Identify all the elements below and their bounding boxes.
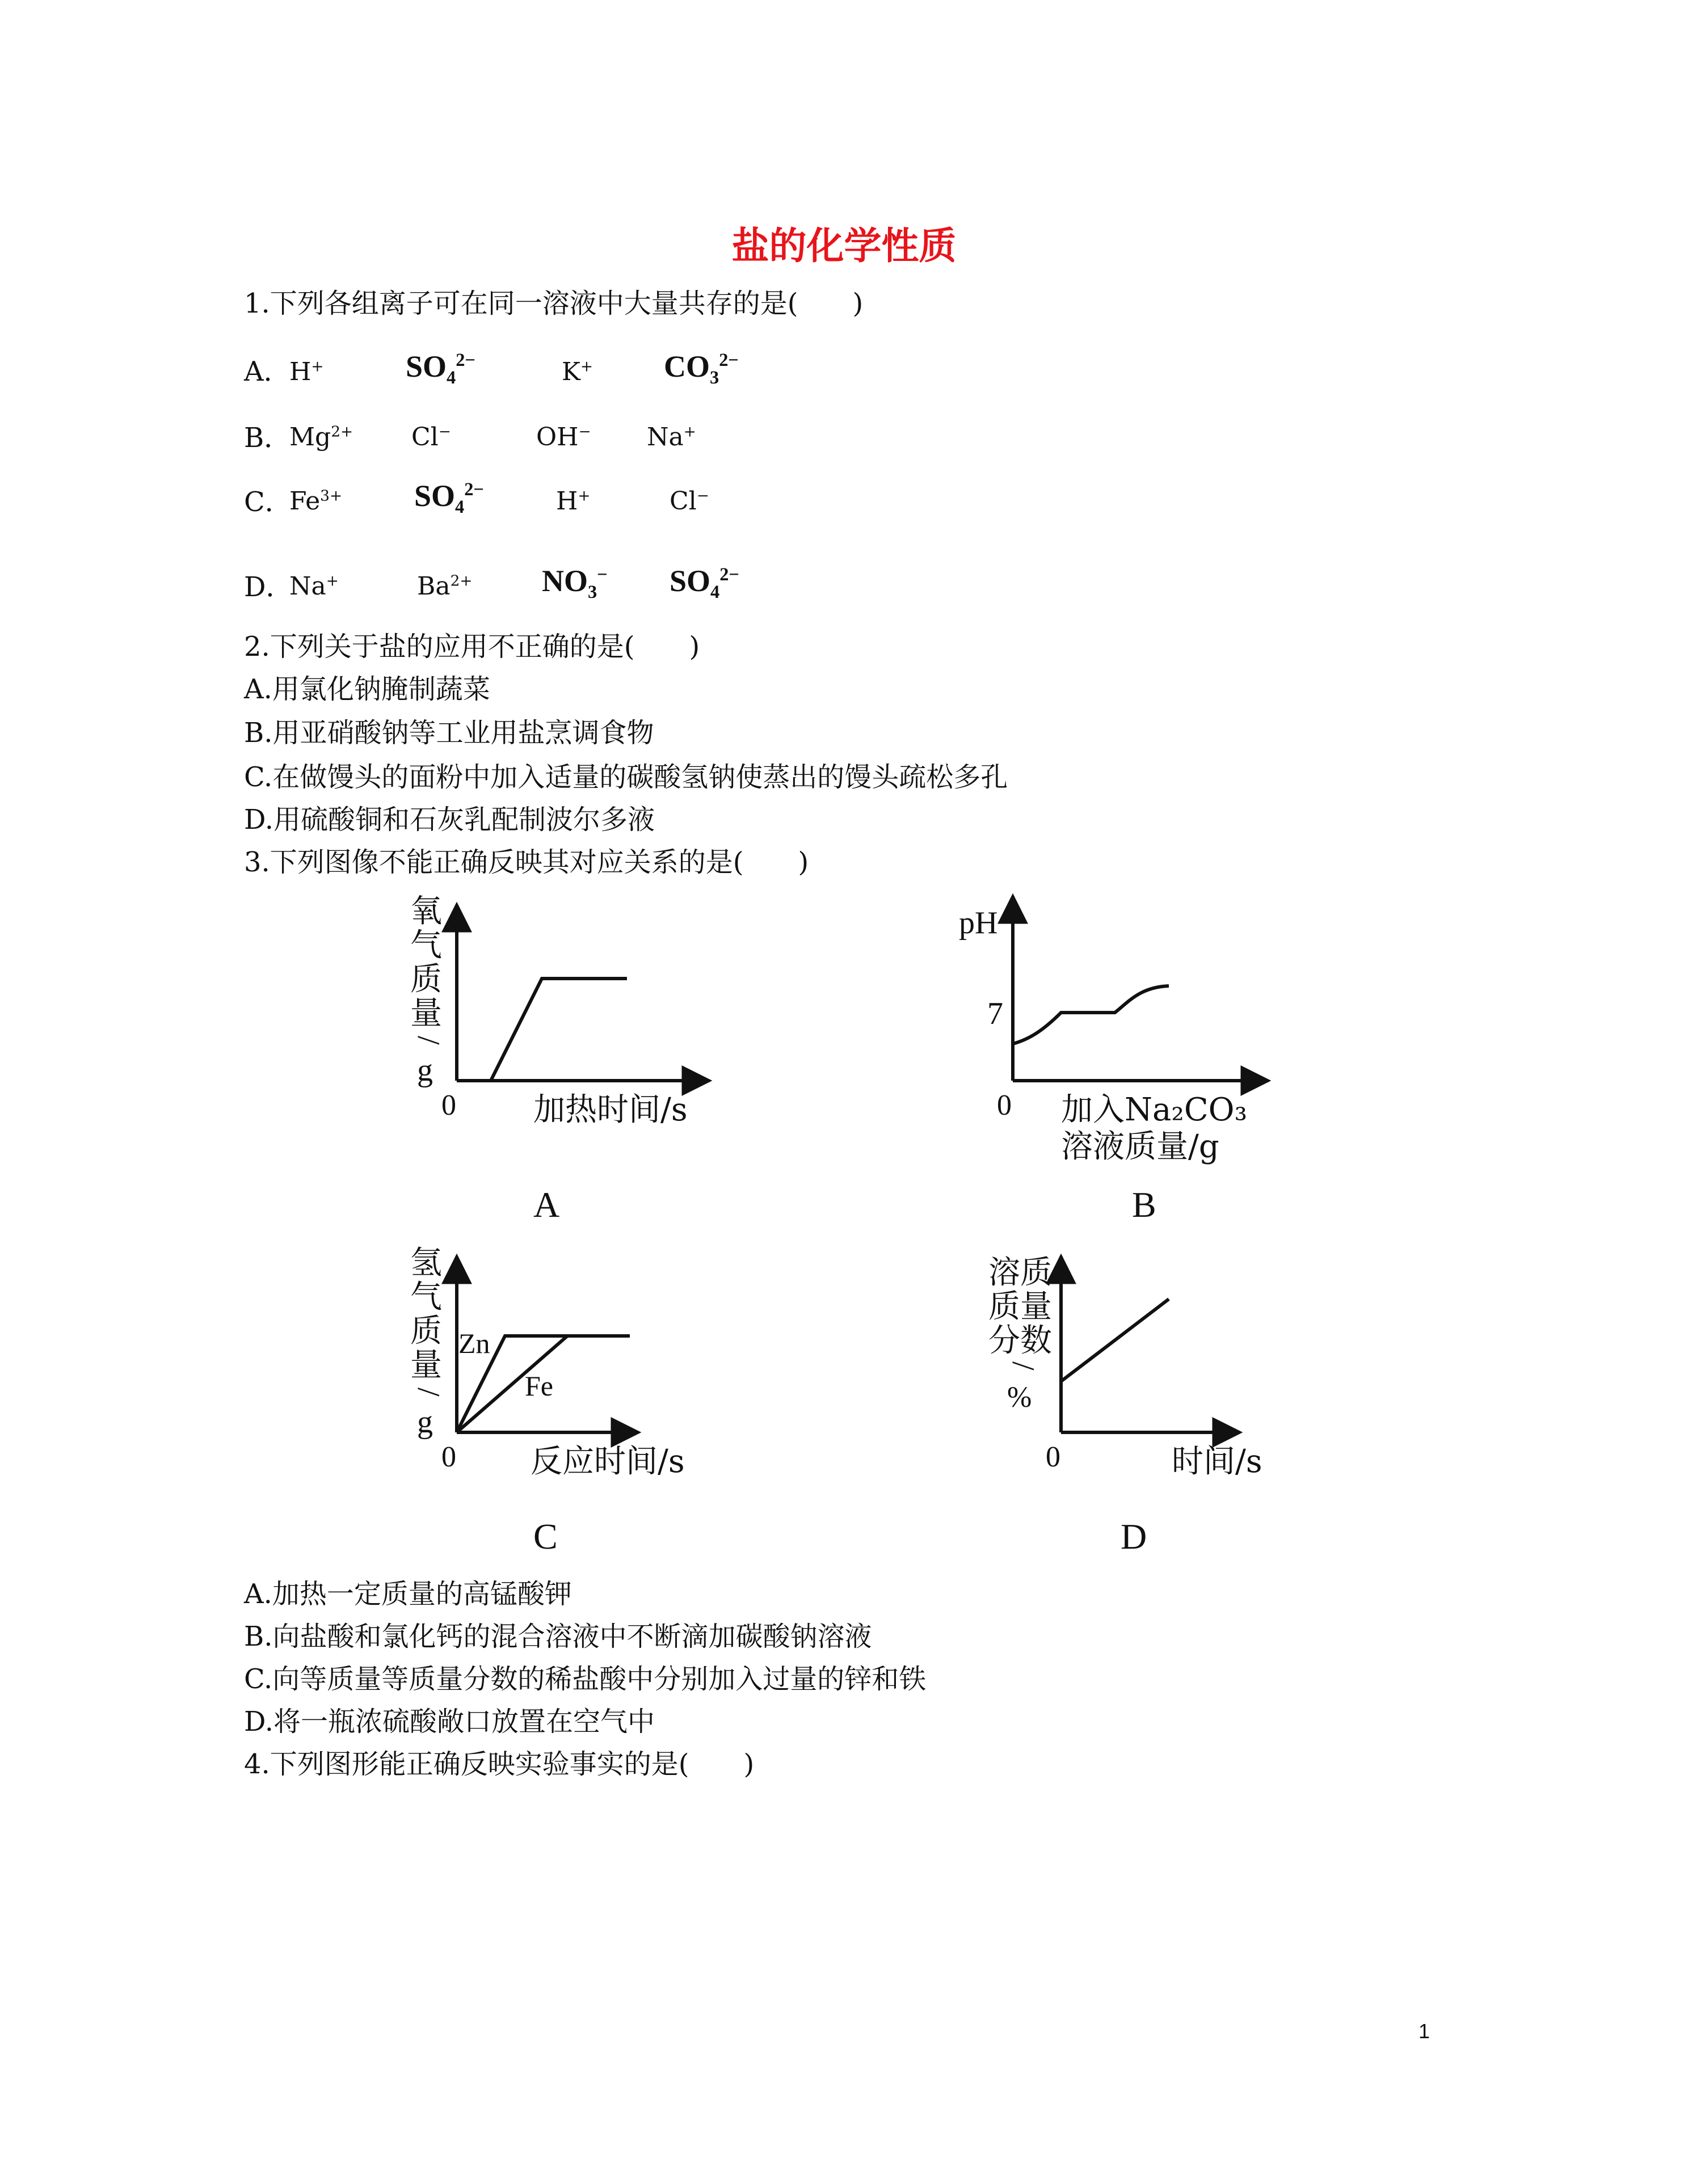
q2-option-c: C.在做馒头的面粉中加入适量的碳酸氢钠使蒸出的馒头疏松多孔 [244, 761, 1008, 793]
graph-b-xlabel-1: 加入Na₂CO₃ [1061, 1091, 1248, 1128]
q3-option-d: D.将一瓶浓硫酸敞口放置在空气中 [244, 1706, 655, 1738]
graph-a-ylabel-3: 量 [410, 995, 442, 1032]
graph-d-ylabel-1: 质量 [988, 1288, 1052, 1325]
page-title: 盐的化学性质 [731, 224, 957, 268]
graph-b-origin: 0 [997, 1089, 1012, 1121]
graph-d-caption: D [1121, 1516, 1147, 1557]
graph-c-caption: C [533, 1516, 558, 1557]
graph-d-ylabel-4: % [1007, 1381, 1032, 1414]
ion: $Fe^{3+}$ [289, 487, 343, 516]
graph-d-origin: 0 [1046, 1441, 1060, 1473]
ion: Cl− [670, 487, 709, 516]
graph-a-ylabel-5: g [417, 1053, 433, 1088]
graph-c-ylabel-5: g [417, 1405, 433, 1440]
ion: K+ [562, 357, 593, 386]
graph-d [988, 1254, 1262, 1557]
q2-option-d: D.用硫酸铜和石灰乳配制波尔多液 [244, 804, 655, 836]
q1-stem: 1.下列各组离子可在同一溶液中大量共存的是( ) [244, 288, 864, 319]
graph-b-tick: 7 [987, 996, 1003, 1031]
graph-b-caption: B [1132, 1184, 1156, 1225]
q2-stem: 2.下列关于盐的应用不正确的是( ) [244, 631, 700, 663]
graph-c-ylabel-3: 量 [410, 1347, 442, 1384]
graph-c-ylabel-4: / [411, 1388, 446, 1397]
ion: H+ [289, 357, 324, 386]
ion: $SO_4^{2-}$ [414, 479, 484, 517]
graph-b-xlabel-2: 溶液质量/g [1061, 1128, 1219, 1165]
q3-option-b: B.向盐酸和氯化钙的混合溶液中不断滴加碳酸钠溶液 [244, 1621, 872, 1652]
q4-stem: 4.下列图形能正确反映实验事实的是( ) [244, 1748, 755, 1780]
ion: $CO_3^{2-}$ [664, 349, 739, 388]
ion: H+ [556, 487, 591, 516]
ion: $NO_3^-$ [542, 564, 608, 602]
ion: $SO_4^{2-}$ [670, 564, 739, 602]
q2-option-b: B.用亚硝酸钠等工业用盐烹调食物 [244, 717, 654, 749]
graph-a-curve [491, 979, 627, 1081]
graph-c-xlabel: 反应时间/s [531, 1443, 685, 1480]
graph-a-ylabel-1: 气 [410, 927, 442, 964]
ion: OH− [536, 423, 591, 452]
graph-a-ylabel-0: 氧 [410, 893, 442, 930]
q3-stem: 3.下列图像不能正确反映其对应关系的是( ) [244, 846, 809, 878]
graph-a-origin: 0 [441, 1089, 456, 1121]
graph-c [410, 1245, 685, 1557]
graph-b [959, 896, 1268, 1225]
graph-c-ylabel-2: 质 [410, 1313, 442, 1350]
graph-a-ylabel-2: 质 [410, 961, 442, 998]
graph-a [410, 893, 709, 1225]
graph-d-xlabel: 时间/s [1172, 1443, 1262, 1480]
ion: Cl− [411, 423, 451, 452]
ion: Na+ [647, 423, 696, 452]
ion: $Mg^{2+}$ [289, 423, 353, 452]
ion: $SO_4^{2-}$ [406, 349, 475, 388]
graph-d-ylabel-2: 分数 [988, 1322, 1052, 1359]
graph-c-ylabel-0: 氢 [410, 1245, 442, 1281]
graph-a-caption: A [533, 1184, 560, 1225]
graph-a-ylabel-4: / [411, 1036, 446, 1045]
graph-b-curve [1013, 986, 1169, 1044]
graph-c-origin: 0 [441, 1441, 456, 1473]
q3-option-a: A.加热一定质量的高锰酸钾 [244, 1578, 572, 1610]
graph-c-label-fe: Fe [525, 1370, 553, 1402]
graph-b-ylabel: pH [959, 905, 998, 941]
q3-option-c: C.向等质量等质量分数的稀盐酸中分别加入过量的锌和铁 [244, 1663, 927, 1695]
ion: Na+ [289, 572, 339, 601]
page-number: 1 [1418, 2019, 1430, 2043]
graph-d-ylabel-0: 溶质 [988, 1254, 1052, 1291]
q2-option-a: A.用氯化钠腌制蔬菜 [244, 673, 490, 705]
graph-d-ylabel-3: / [1005, 1361, 1041, 1371]
ion: $Ba^{2+}$ [417, 572, 473, 601]
graph-d-curve [1061, 1299, 1169, 1381]
graph-c-ylabel-1: 气 [410, 1279, 442, 1316]
graph-a-xlabel: 加热时间/s [533, 1091, 688, 1128]
graph-c-label-zn: Zn [458, 1327, 490, 1359]
